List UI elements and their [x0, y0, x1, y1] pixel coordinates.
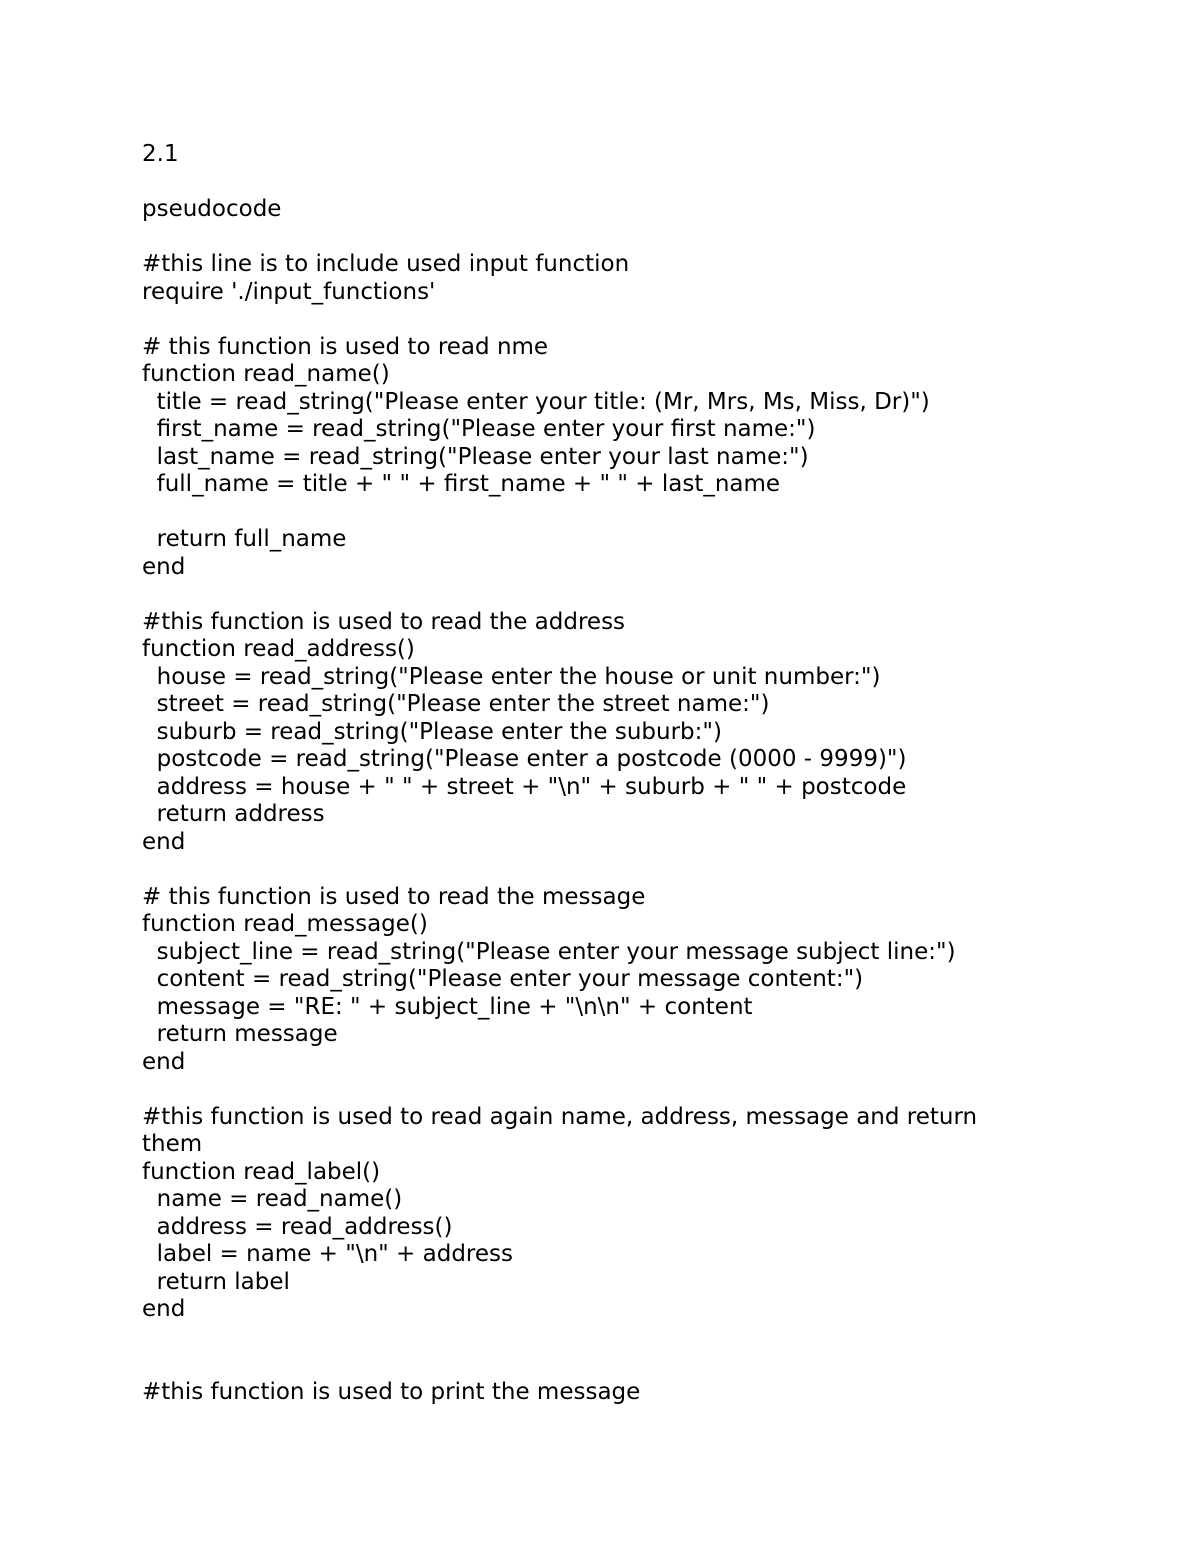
code-line: function read_label() — [142, 1158, 381, 1185]
spacer — [142, 1076, 1042, 1104]
spacer — [142, 499, 1042, 527]
spacer — [142, 1324, 1042, 1379]
code-line: first_name = read_string("Please enter your first name:") — [142, 416, 816, 442]
spacer — [142, 169, 1042, 197]
code-block-read-name-return — [142, 526, 1042, 581]
code-line: street = read_string("Please enter the street name:") — [142, 691, 770, 717]
code-line: function read_message() — [142, 911, 428, 937]
code-line: subject_line = read_string("Please enter your message subject line:") — [142, 938, 956, 965]
code-line: return address — [142, 801, 325, 827]
code-line: return message — [142, 1021, 338, 1047]
code-line: function read_address() — [142, 636, 415, 662]
code-line: end — [142, 1296, 186, 1322]
code-line: title = read_string("Please enter your title: (Mr, Mrs, Ms, Miss, Dr)") — [142, 388, 930, 415]
code-line: require './input_functions' — [142, 278, 436, 305]
code-line: suburb = read_string("Please enter the suburb:") — [142, 718, 722, 745]
code-line: them — [142, 1131, 203, 1157]
code-line: # this function is used to read the message — [142, 883, 646, 910]
section-number: 2.1 — [142, 141, 179, 167]
code-block-read-message — [142, 884, 1042, 1077]
code-line: #this function is used to read the address — [142, 608, 626, 635]
spacer — [142, 306, 1042, 334]
code-line: #this line is to include used input function — [142, 251, 630, 277]
code-block-include — [142, 251, 1042, 306]
code-block-read-address — [142, 609, 1042, 857]
code-line: return label — [142, 1268, 290, 1295]
document-body — [142, 141, 1042, 1406]
section-heading: pseudocode — [142, 196, 282, 222]
code-line: label = name + "\n" + address — [142, 1241, 513, 1267]
spacer — [142, 581, 1042, 609]
code-block-read-label — [142, 1104, 1042, 1324]
code-line: function read_name() — [142, 361, 390, 387]
code-line: return full_name — [142, 526, 347, 552]
code-line: end — [142, 828, 186, 855]
spacer — [142, 224, 1042, 252]
code-line: last_name = read_string("Please enter your last name:") — [142, 443, 809, 470]
code-line: message = "RE: " + subject_line + "\n\n" + content — [142, 993, 753, 1020]
code-block-read-name — [142, 334, 1042, 499]
code-line: end — [142, 1048, 186, 1075]
code-line: postcode = read_string("Please enter a postcode (0000 - 9999)") — [142, 746, 907, 772]
code-line: address = house + " " + street + "\n" + suburb + " " + postcode — [142, 773, 907, 800]
code-line: # this function is used to read nme — [142, 333, 549, 360]
code-line: name = read_name() — [142, 1186, 403, 1212]
code-line: full_name = title + " " + first_name + " " + last_name — [142, 471, 781, 497]
code-line: house = read_string("Please enter the house or unit number:") — [142, 663, 881, 690]
code-line: end — [142, 553, 186, 580]
final-comment: #this function is used to print the message — [142, 1378, 641, 1405]
code-line: content = read_string("Please enter your message content:") — [142, 966, 864, 992]
code-line: #this function is used to read again name, address, message and return — [142, 1103, 978, 1130]
code-line: address = read_address() — [142, 1213, 453, 1240]
spacer — [142, 856, 1042, 884]
